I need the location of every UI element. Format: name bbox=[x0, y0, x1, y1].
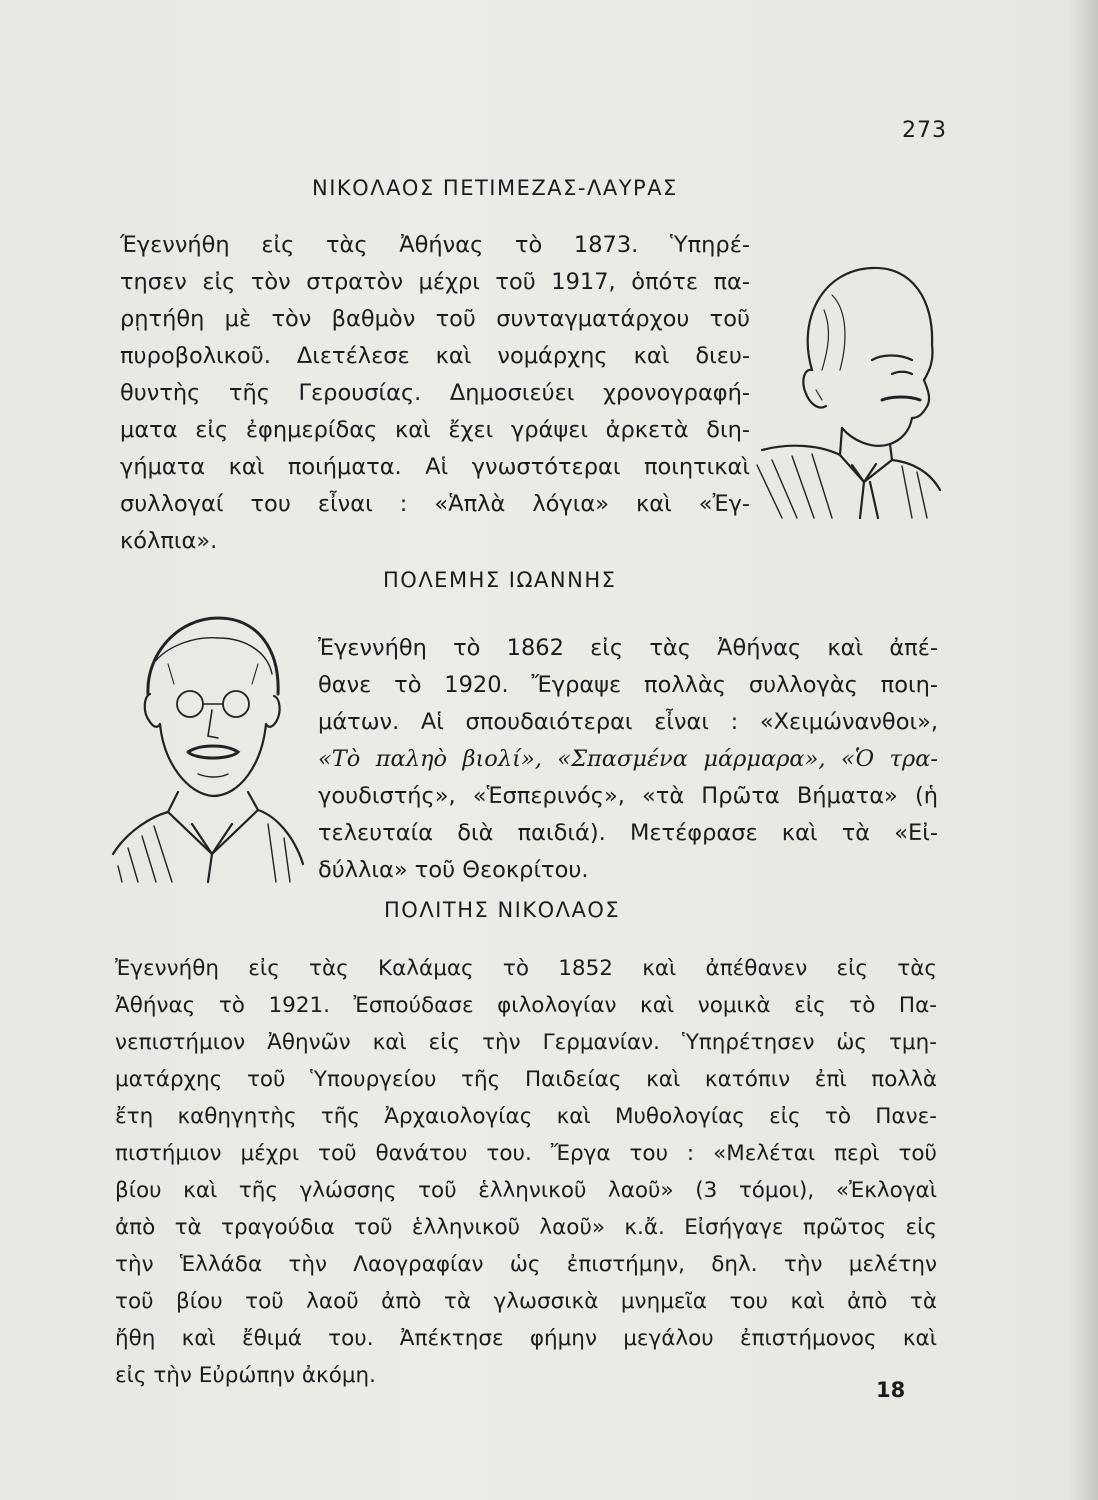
text-line: «Τὸ παληὸ βιολί», «Σπασμένα μάρμαρα», «Ὁ τρα- bbox=[318, 746, 938, 772]
text-line: τὴν Ἑλλάδα τὴν Λαογραφίαν ὡς ἐπιστήμην, δηλ. τὴν μελέτην bbox=[115, 1252, 937, 1277]
text-line: ματα εἰς ἐφημερίδας καὶ ἔχει γράψει ἀρκετὰ διη- bbox=[120, 417, 750, 443]
section-text-polemis bbox=[318, 630, 938, 889]
text-line: νεπιστήμιον Ἀθηνῶν καὶ εἰς τὴν Γερμανίαν. Ὑπηρέτησεν ὡς τμη- bbox=[115, 1030, 937, 1055]
text-line: εἰς τὴν Εὐρώπην ἀκόμη. bbox=[115, 1363, 376, 1388]
text-line: θυντὴς τῆς Γερουσίας. Δημοσιεύει χρονογραφή- bbox=[120, 380, 750, 406]
text-line: τελευταία διὰ παιδιά). Μετέφρασε καὶ τὰ «Εἰ- bbox=[318, 820, 938, 846]
section-title-polemis: ΠΟΛΕΜΗΣ ΙΩΑΝΝΗΣ bbox=[383, 568, 617, 592]
text-line: δύλλια» τοῦ Θεοκρίτου. bbox=[318, 857, 589, 883]
section-title-politis: ΠΟΛΙΤΗΣ ΝΙΚΟΛΑΟΣ bbox=[384, 898, 621, 922]
section-text-petimezas bbox=[120, 227, 750, 560]
text-line: Ἀθήνας τὸ 1921. Ἐσπούδασε φιλολογίαν καὶ νομικὰ εἰς τὸ Πα- bbox=[115, 993, 937, 1018]
text-line: ἔτη καθηγητὴς τῆς Ἀρχαιολογίας καὶ Μυθολογίας εἰς τὸ Πανε- bbox=[115, 1104, 937, 1129]
section-title-petimezas: ΝΙΚΟΛΑΟΣ ΠΕΤΙΜΕΖΑΣ-ΛΑΥΡΑΣ bbox=[312, 176, 678, 200]
text-line: ματάρχης τοῦ Ὑπουργείου τῆς Παιδείας καὶ κατόπιν ἐπὶ πολλὰ bbox=[115, 1067, 937, 1092]
portrait-petimezas bbox=[752, 250, 942, 520]
text-line: βίου καὶ τῆς γλώσσης τοῦ ἑλληνικοῦ λαοῦ» (3 τόμοι), «Ἐκλογαὶ bbox=[115, 1178, 937, 1203]
portrait-polemis bbox=[108, 604, 308, 884]
text-line: πυροβολικοῦ. Διετέλεσε καὶ νομάρχης καὶ διευ- bbox=[120, 343, 750, 369]
text-line: Ἐγεννήθη τὸ 1862 εἰς τὰς Ἀθήνας καὶ ἀπέ- bbox=[318, 635, 938, 661]
text-line: γήματα καὶ ποιήματα. Αἱ γνωστότεραι ποιητικαὶ bbox=[120, 454, 750, 480]
text-line: ἤθη καὶ ἔθιμά του. Ἀπέκτησε φήμην μεγάλου ἐπιστήμονος καὶ bbox=[115, 1326, 937, 1351]
section-text-politis bbox=[115, 950, 937, 1394]
text-line: τοῦ βίου τοῦ λαοῦ ἀπὸ τὰ γλωσσικὰ μνημεῖα του καὶ ἀπὸ τὰ bbox=[115, 1289, 937, 1314]
text-line: μάτων. Αἱ σπουδαιότεραι εἶναι : «Χειμώνανθοι», bbox=[318, 709, 938, 735]
page-number: 273 bbox=[902, 118, 947, 143]
page-edge-shadow bbox=[1068, 0, 1098, 1500]
text-line: Ἐγεννήθη εἰς τὰς Καλάμας τὸ 1852 καὶ ἀπέθανεν εἰς τὰς bbox=[115, 956, 937, 981]
text-line: πιστήμιον μέχρι τοῦ θανάτου του. Ἔργα του : «Μελέται περὶ τοῦ bbox=[115, 1141, 937, 1166]
text-line: Έγεννήθη εἰς τὰς Ἀθήνας τὸ 1873. Ὑπηρέ- bbox=[120, 232, 750, 258]
text-line: θανε τὸ 1920. Ἔγραψε πολλὰς συλλογὰς ποιη- bbox=[318, 672, 938, 698]
text-line: γουδιστής», «Ἑσπερινός», «τὰ Πρῶτα Βήματα» (ἡ bbox=[318, 783, 938, 809]
text-line: κόλπια». bbox=[120, 528, 218, 554]
signature-mark: 18 bbox=[876, 1378, 906, 1402]
text-line: τησεν εἰς τὸν στρατὸν μέχρι τοῦ 1917, ὁπότε πα- bbox=[120, 269, 750, 295]
text-line: ἀπὸ τὰ τραγούδια τοῦ ἑλληνικοῦ λαοῦ» κ.ἄ. Εἰσήγαγε πρῶτος εἰς bbox=[115, 1215, 937, 1240]
text-line: συλλογαί του εἶναι : «Ἁπλὰ λόγια» καὶ «Ἐγ- bbox=[120, 491, 750, 517]
text-line: ρῃτήθη μὲ τὸν βαθμὸν τοῦ συνταγματάρχου τοῦ bbox=[120, 306, 750, 332]
